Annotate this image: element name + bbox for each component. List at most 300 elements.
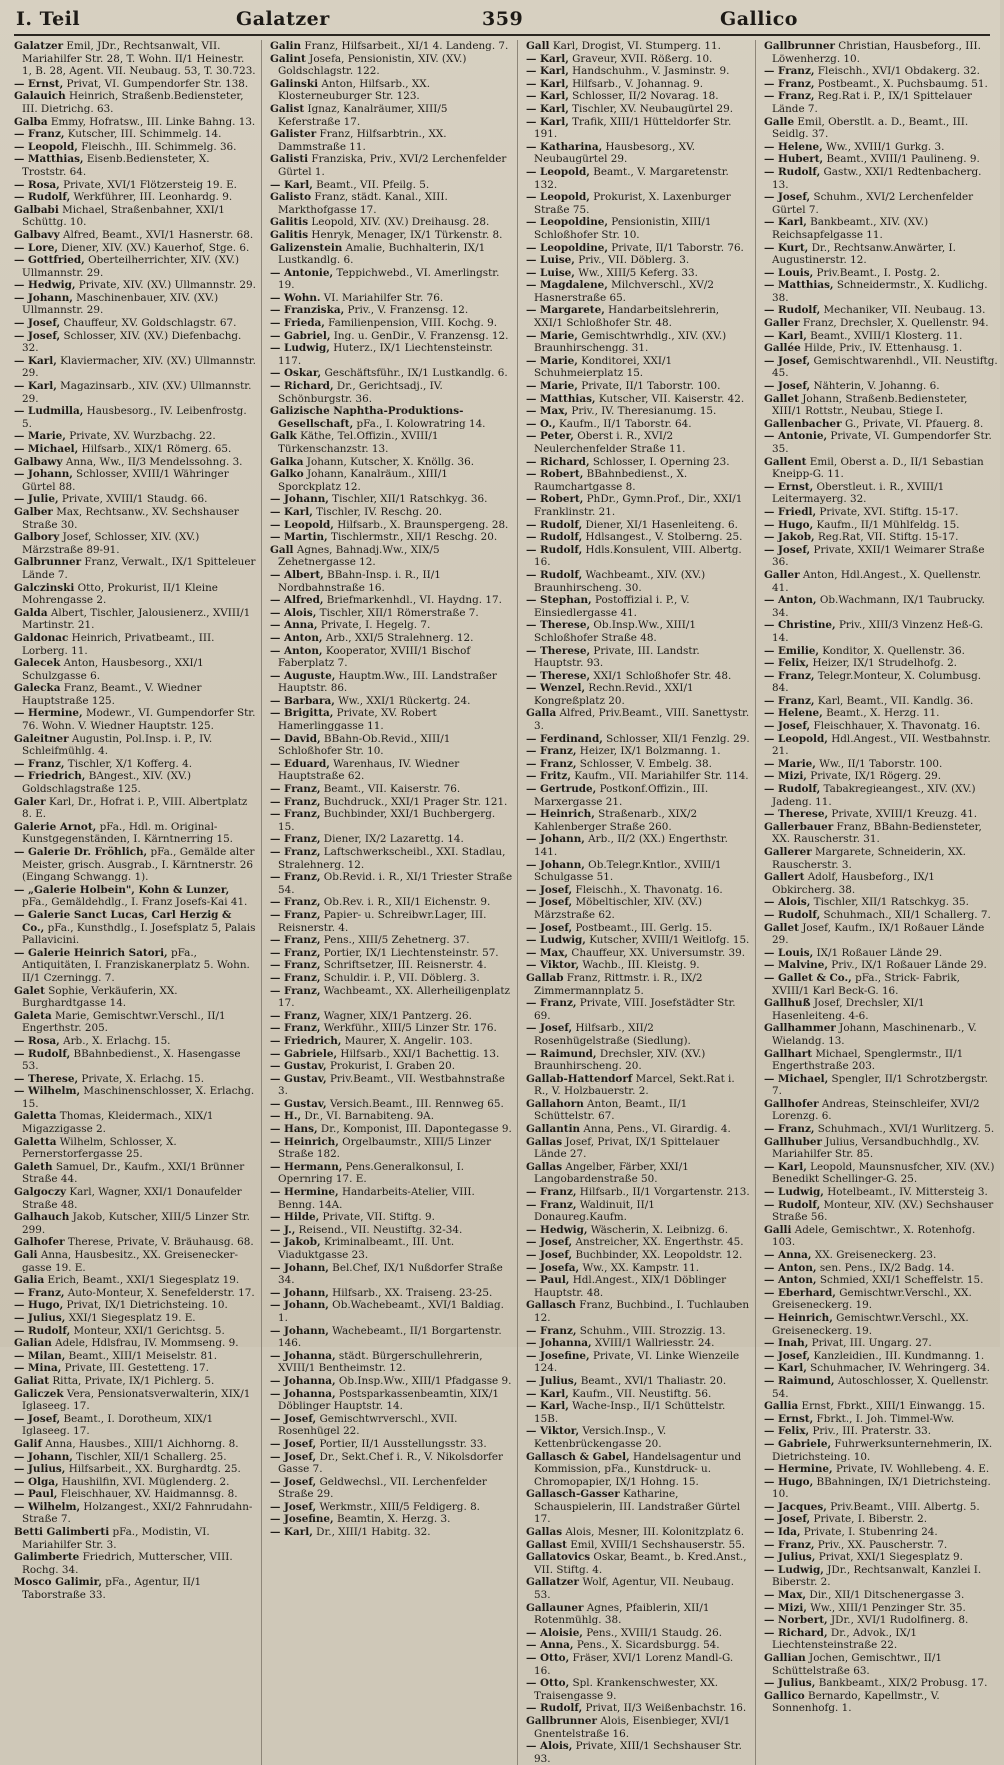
entry-details: Wachebeamt., II/1 Borgartenstr. 146. [278,1324,502,1350]
entry-surname: — Franz, [14,128,65,141]
directory-entry [764,166,1000,191]
entry-details: Konditorei, XXI/1 Schuhmeierplatz 15. [534,354,673,380]
directory-entry [14,1312,257,1325]
entry-surname: Gallhuß [764,997,811,1010]
directory-entry [764,619,1000,644]
entry-surname: — Louis, [764,266,814,279]
entry-surname: Gallas [526,1135,563,1148]
directory-entry [270,1161,513,1186]
entry-surname: Gallhart [764,1047,813,1060]
entry-details: Marie, Gemischtwr.Verschl., II/1 Engerthstr. 205. [22,1009,226,1035]
directory-entry [764,1652,1000,1677]
directory-entry [764,1425,1000,1438]
directory-entry [764,242,1000,267]
entry-details: Leopold, Maunsnusfcher, XIV. (XV.) Benedikt Schellinger-G. 25. [772,1160,995,1186]
directory-entry [270,456,513,469]
entry-surname: — Josef, [526,883,573,896]
entry-details: Tischler, XV. Neubaugürtel 29. [568,102,734,115]
entry-surname: — Katharina, [526,140,603,153]
entry-details: Gemischtwrhdlg., XIV. (XV.) Braunhirschengg. 31. [534,329,727,355]
entry-surname: — Josef, [764,543,811,556]
directory-entry [526,191,751,216]
entry-details: Priv., XIII/3 Vinzenz Heß-G. 14. [772,619,984,644]
directory-entry [764,267,1000,280]
entry-details: Thomas, Kleidermach., XIX/1 Migazzigasse 2. [22,1110,214,1136]
entry-surname: Gall [270,543,294,556]
directory-entry [526,1740,751,1765]
directory-entry [270,179,513,192]
entry-details: Private, X. Erlachg. 15. [78,1072,205,1085]
column-2 [270,40,518,1765]
directory-entry [270,1022,513,1035]
entry-surname: — Wohn. [270,291,321,304]
entry-details: Priv., IV. Theresianumg. 15. [568,405,717,418]
entry-surname: Galli [764,1223,792,1236]
entry-surname: — Eduard, [270,757,330,770]
entry-details: Josef, Privat, IX/1 Spittelauer Lände 27. [534,1135,720,1161]
directory-entry [764,317,1000,330]
entry-surname: — Johann, [526,858,585,871]
directory-entry [270,1098,513,1111]
directory-entry [526,1602,751,1627]
directory-entry [526,330,751,355]
entry-details: Alois, Eisenbieger, XVI/1 Gnentelstraße 16. [534,1714,731,1740]
directory-entry [270,153,513,178]
entry-details: Henryk, Menager, IX/1 Türkenstr. 8. [308,228,503,241]
directory-entry [764,1186,1000,1199]
entry-details: Alfred, Priv.Beamt., VIII. Sanettystr. 3. [534,707,750,733]
entry-details: Spl. Krankenschwester, XX. Traisengasse 9. [534,1677,719,1702]
directory-entry [270,1236,513,1261]
directory-entry [764,418,1000,431]
entry-details: Schlosser, XII/1 Fenzlg. 29. [602,732,750,745]
entry-surname: — Franz, [270,783,321,796]
entry-details: Monteur, XXI/1 Gerichtsg. 5. [70,1324,225,1337]
directory-entry [764,1513,1000,1526]
directory-entry [526,78,751,91]
directory-entry [270,1110,513,1123]
last-entry-heading: Gallico [720,8,798,30]
directory-entry [270,783,513,796]
directory-entry [526,1375,751,1388]
directory-entry [764,191,1000,216]
entry-details: Privat, VI. Gumpendorfer Str. 138. [63,77,249,90]
directory-entry [270,1476,513,1501]
directory-entry [14,279,257,292]
entry-details: Postbeamt., III. Gerlg. 15. [572,921,713,934]
entry-details: Andreas, Steinschleifer, XVI/2 Lorenzg. 6. [772,1097,980,1123]
entry-details: Anton, Beamt., II/1 Schüttelstr. 67. [534,1097,688,1123]
entry-surname: — Karl, [526,90,569,103]
entry-details: Franz, Hilfsarbeit., XI/1 4. Landeng. 7. [301,40,509,52]
directory-entry [270,1048,513,1061]
entry-details: Adele, Hdlsfrau, IV. Mommseng. 9. [51,1337,239,1350]
entry-surname: — Johann, [14,468,73,481]
entry-surname: — Max, [526,946,569,959]
directory-entry [14,468,257,493]
entry-details: Fleischh., X. Thavonatg. 16. [572,883,723,896]
entry-surname: — Friedl, [764,505,817,518]
entry-details: Kaufm., II/1 Taborstr. 64. [555,417,692,430]
directory-entry [764,1602,1000,1615]
entry-details: Beamt., VII. Kaiserstr. 76. [320,783,461,796]
entry-surname: — Kurt, [764,241,809,254]
entry-surname: — Franz, [270,971,321,984]
entry-details: Private, IV. Wohllebeng. 4. E. [832,1463,990,1476]
entry-surname: Gallet [764,392,799,405]
entry-surname: Gallab [526,971,564,984]
first-entry-heading: Galatzer [236,8,330,30]
directory-entry [14,1388,257,1413]
entry-surname: — Leopoldine, [526,216,608,229]
entry-surname: — Jakob, [270,1236,321,1249]
directory-entry [526,1425,751,1450]
entry-details: Wache-Insp., II/1 Schüttelstr. 15B. [534,1400,726,1425]
entry-surname: — Antonie, [270,266,334,279]
directory-entry [526,619,751,644]
entry-details: Emil, Oberst a. D., II/1 Sebastian Kneipp-G. 11. [772,455,984,481]
entry-details: Modewr., VI. Gumpendorfer Str. 76. Wohn. V. Wiedner Hauptstr. 125. [22,707,256,733]
directory-entry [270,959,513,972]
entry-details: Rechn.Revid., XXI/1 Kongreßplatz 20. [534,682,694,707]
entry-details: Postoffizial i. P., V. Einsiedlergasse 41. [534,594,690,619]
column-1 [14,40,262,1765]
entry-surname: — Marie, [764,757,816,770]
entry-details: Beamt., X. Herzg. 11. [822,707,940,720]
entry-details: Familienpension, VIII. Kochg. 9. [324,317,498,330]
directory-entry [764,153,1000,166]
entry-details: Wachb., III. Kleistg. 9. [579,959,700,972]
directory-entry [270,1513,513,1526]
entry-surname: — Richard, [526,455,590,468]
entry-surname: — Julie, [14,493,59,506]
directory-entry [764,1287,1000,1312]
entry-surname: Galauich [14,90,66,103]
directory-entry [270,569,513,594]
entry-details: Drechsler, XIV. (XV.) Braunhirscheng. 20. [534,1047,706,1073]
directory-entry [270,40,513,53]
entry-surname: Galister [270,128,317,141]
entry-details: Schuhm., VIII. Strozzig. 13. [576,1324,726,1337]
entry-surname: — Franz, [764,77,815,90]
entry-surname: — David, [270,732,321,745]
entry-details: Karl, Dr., Hofrat i. P., VIII. Albertplatz 8. E. [22,795,248,821]
entry-details: Oberstleut. i. R., XVIII/1 Leitermayerg. 32. [772,480,945,506]
directory-entry [270,707,513,732]
entry-surname: — Johann, [270,1286,329,1299]
entry-details: Beamt., VII. Pfeilg. 5. [312,178,430,191]
entry-surname: — Franz, [270,833,321,846]
entry-surname: — Friedrich, [270,1034,342,1047]
entry-surname: — Julius, [14,1463,66,1476]
entry-surname: Galle [764,115,795,128]
directory-entry [526,53,751,66]
entry-details: Beamtin, X. Herzg. 3. [333,1513,451,1526]
directory-entry [526,493,751,518]
directory-entry [764,871,1000,896]
directory-entry [270,229,513,242]
entry-details: Kaufm., VII. Mariahilfer Str. 114. [570,770,749,783]
directory-entry [764,1400,1000,1413]
entry-surname: Galiczek [14,1387,64,1400]
entry-surname: Galitis [270,216,309,229]
directory-entry [270,1526,513,1539]
entry-details: Monteur, XIV. (XV.) Sechshauser Straße 56. [772,1198,994,1224]
entry-details: sen. Pens., IX/2 Badg. 14. [816,1261,955,1274]
entry-surname: — Ludwig, [764,1563,824,1576]
entry-surname: — Hilde, [270,1211,320,1224]
entry-details: Handarbeits-Atelier, VIII. Benng. 14A. [278,1186,475,1211]
entry-surname: — Lore, [14,241,58,254]
entry-surname: — Franz, [270,934,321,947]
entry-details: Spengler, II/1 Schrotzbergstr. 7. [772,1072,988,1098]
entry-details: Otto, Prokurist, II/1 Kleine Mohrengasse 2. [22,581,218,607]
directory-entry [270,1060,513,1073]
entry-details: Christian, Hausbeforg., III. Löwenherzg. 10. [772,40,981,65]
entry-details: Hdl.Angest., XIX/1 Döblinger Hauptstr. 48. [534,1274,727,1299]
entry-surname: — Karl, [526,115,569,128]
directory-entry [14,947,257,985]
directory-entry [526,1639,751,1652]
directory-entry [14,632,257,657]
directory-entry [270,1388,513,1413]
entry-surname: — Ida, [764,1526,801,1539]
directory-entry [764,959,1000,972]
directory-entry [270,267,513,292]
entry-details: Private, XV. Wurzbachg. 22. [65,430,216,443]
entry-surname: Galecek [14,657,61,670]
directory-entry [14,90,257,115]
directory-entry [14,1287,257,1300]
entry-details: Schlosser, V. Embelg. 38. [576,757,712,770]
directory-entry [14,821,257,846]
entry-surname: — Josef, [14,329,61,342]
entry-surname: — Hugo, [764,518,814,531]
entry-surname: — Therese, [526,644,591,657]
entry-surname: — Karl, [14,380,57,393]
entry-surname: — Rudolf, [764,908,821,921]
entry-surname: — Karl, [764,216,807,229]
entry-details: Beamt., XVI/1 Thaliastr. 20. [577,1374,727,1387]
entry-surname: Gallbrunner [526,1714,597,1727]
directory-entry [14,884,257,909]
directory-entry [526,770,751,783]
entry-surname: — Karl, [270,178,313,191]
entry-surname: Galizenstein [270,241,343,254]
directory-entry [270,1438,513,1451]
entry-surname: — Rudolf, [526,1702,583,1715]
entry-surname: Galgoczy [14,1186,67,1199]
directory-entry [526,405,751,418]
directory-columns [14,40,998,1765]
entry-details: Josef, Kaufm., IX/1 Roßauer Lände 29. [772,921,985,947]
entry-surname: — Josef, [764,191,811,204]
entry-surname: — Franz, [764,90,815,103]
directory-entry [270,1413,513,1438]
entry-surname: — Ludwig, [526,934,586,947]
directory-entry [526,859,751,884]
entry-surname: — Franz, [270,908,321,921]
entry-details: Reg.Rat i. P., IX/1 Spittelauer Lände 7. [772,90,973,115]
entry-details: Werkmstr., XIII/5 Feldigerg. 8. [316,1500,480,1513]
entry-details: PhDr., Gymn.Prof., Dir., XXI/1 Franklinstr. 21. [534,493,743,518]
directory-entry [764,1161,1000,1186]
entry-surname: — Friedrich, [14,770,86,783]
entry-surname: — Marie, [526,354,578,367]
entry-surname: Gallia [764,1400,799,1413]
entry-surname: — Mina, [14,1362,62,1375]
directory-entry [526,116,751,141]
entry-details: Hdl.Angest., VII. Westbahnstr. 21. [772,732,991,758]
entry-surname: — Mizi, [764,1601,807,1614]
entry-details: Ignaz, Kanalräumer, XIII/5 Keferstraße 17. [278,102,448,128]
entry-surname: — Gertrude, [526,783,597,796]
entry-surname: — Karl, [764,1362,807,1375]
entry-surname: Gallerbauer [764,820,834,833]
entry-surname: — Therese, [764,808,829,821]
entry-details: Bankbeamt., XIV. (XV.) Reichsapfelgasse 11. [772,216,929,241]
entry-surname: — Alfred, [270,594,324,607]
directory-entry [764,1589,1000,1602]
entry-surname: — Anna, [764,1249,812,1261]
entry-details: Gemischtwr.Verschl., XX. Greiseneckerg. 19. [772,1286,972,1312]
entry-surname: — Johanna, [270,1374,336,1387]
directory-entry [526,1123,751,1136]
entry-details: Reg.Rat, VII. Stiftg. 15-17. [814,531,959,544]
entry-details: Straßenarb., XIX/2 Kahlenberger Straße 260. [534,808,698,833]
entry-details: Magazinsarb., XIV. (XV.) Ullmannstr. 29. [22,380,252,405]
directory-entry [270,619,513,632]
entry-surname: — Karl, [270,1526,313,1539]
entry-details: Dr., Advok., IX/1 Liechtensteinstraße 22. [772,1626,918,1652]
entry-details: Tischler, X/1 Kofferg. 4. [64,757,193,770]
directory-entry [270,1262,513,1287]
directory-entry [270,330,513,343]
entry-surname: — O., [526,417,556,430]
entry-surname: — Viktor, [526,1425,580,1438]
entry-surname: — Franz, [270,871,321,884]
entry-details: Max, Rechtsanw., XV. Sechshauser Straße 30. [22,505,239,531]
entry-surname: — Paul, [14,1488,58,1501]
entry-details: Heizer, IX/1 Strudelhofg. 2. [809,657,957,670]
entry-surname: — Ferdinand, [526,732,603,745]
entry-details: Karl, Beamt., VII. Kandlg. 36. [814,694,974,707]
directory-entry [764,1073,1000,1098]
entry-surname: — Franz, [526,1186,577,1199]
entry-surname: Gallas [526,1160,563,1173]
entry-surname: Galiat [14,1374,50,1387]
directory-entry [270,405,513,430]
entry-surname: — Leopold, [526,165,590,178]
entry-surname: — Anna, [526,1639,574,1652]
entry-surname: — Raimund, [526,1047,597,1060]
entry-surname: Galbabi [14,203,59,216]
entry-details: Prokurist, X. Laxenburger Straße 75. [534,191,731,216]
directory-entry [270,758,513,783]
entry-surname: Gallerer [764,846,812,858]
entry-details: pFa., Agentur, II/1 Taborstraße 33. [22,1576,202,1602]
entry-details: Eisenb.Bediensteter, X. Troststr. 64. [22,153,210,178]
entry-surname: — Josef, [14,317,61,330]
directory-entry [764,342,1000,355]
directory-entry [526,833,751,858]
entry-details: Hotelbeamt., IV. Mittersteig 3. [823,1186,988,1199]
entry-surname: — Hugo, [764,1475,814,1488]
entry-surname: — Karl, [270,505,313,518]
section-label: I. Teil [16,8,81,30]
directory-entry [526,1576,751,1601]
directory-entry [764,456,1000,481]
entry-surname: — Ernst, [764,480,814,493]
entry-surname: — Josef, [526,1249,573,1261]
entry-surname: — Felix, [764,657,810,670]
entry-surname: — Franz, [764,1123,815,1136]
entry-surname: — Rudolf, [14,1047,71,1060]
entry-surname: — Wenzel, [526,682,586,695]
entry-details: Chauffeur, XX. Universumstr. 39. [568,946,746,959]
entry-surname: Gallasch [526,1299,576,1312]
entry-details: Priv.Beamt., VIII. Albertg. 5. [826,1500,980,1513]
entry-details: Karl, Drogist, VI. Stumperg. 11. [549,40,721,52]
entry-details: Private, I. Hegelg. 7. [317,619,431,632]
directory-entry [14,1451,257,1464]
directory-entry [270,1287,513,1300]
directory-entry [14,141,257,154]
directory-entry [526,1022,751,1047]
entry-surname: — Ludmilla, [14,405,84,418]
directory-entry [764,1463,1000,1476]
directory-entry [526,418,751,431]
entry-details: Privat, II/3 Weißenbachstr. 16. [582,1702,747,1715]
entry-surname: — Johann, [14,1450,73,1463]
entry-details: Postbeamt., X. Puchsbaumg. 51. [814,77,988,90]
entry-details: Sophie, Verkäuferin, XX. Burghardtgasse 14. [22,984,178,1010]
entry-details: Ob.Telegr.Kntlor., XVIII/1 Schulgasse 51. [534,858,722,884]
entry-details: Ob.Insp.Ww., XIII/1 Pfadgasse 9. [335,1374,512,1387]
entry-details: Beamt., XVIII/1 Paulineng. 9. [823,153,980,166]
directory-entry [270,506,513,519]
directory-entry [270,544,513,569]
entry-surname: — Franz, [764,669,815,682]
entry-details: Kooperator, XVIII/1 Bischof Faberplatz 7. [278,644,471,670]
entry-details: Angelber, Färber, XXI/1 Langobardenstraße 50. [534,1160,689,1186]
entry-surname: — Hermine, [764,1463,833,1476]
entry-surname: — Karl, [526,1400,569,1413]
directory-entry [270,103,513,128]
entry-details: Fleischhauer, XV. Haidmannsg. 8. [57,1488,238,1501]
entry-details: Private, I. Biberstr. 2. [810,1513,928,1526]
entry-surname: Galczinski [14,581,75,594]
directory-entry [526,216,751,241]
directory-entry [526,1627,751,1640]
entry-details: Friedrich, Mutterscher, VIII. Rochg. 34. [22,1551,233,1576]
entry-details: Franziska, Priv., XVI/2 Lerchenfelder Gürtel 1. [278,153,507,178]
entry-details: Private, I. Stubenring 24. [800,1526,938,1539]
page-header [14,6,990,36]
directory-entry [14,796,257,821]
directory-entry [14,1136,257,1161]
directory-entry [14,1551,257,1576]
entry-details: Dr., Gerichtsadj., IV. Schönburgstr. 36. [278,380,443,405]
entry-surname: — Stephan, [526,594,592,607]
entry-details: Buchdruck., XXI/1 Prager Str. 121. [320,795,508,808]
directory-entry [526,947,751,960]
entry-details: Anton, Hilfsarb., XX. Klosterneuburger Str. 123. [278,77,430,103]
entry-surname: — J., [270,1223,296,1236]
directory-entry [14,153,257,178]
directory-entry [764,1136,1000,1161]
entry-surname: — Josef, [270,1412,317,1425]
